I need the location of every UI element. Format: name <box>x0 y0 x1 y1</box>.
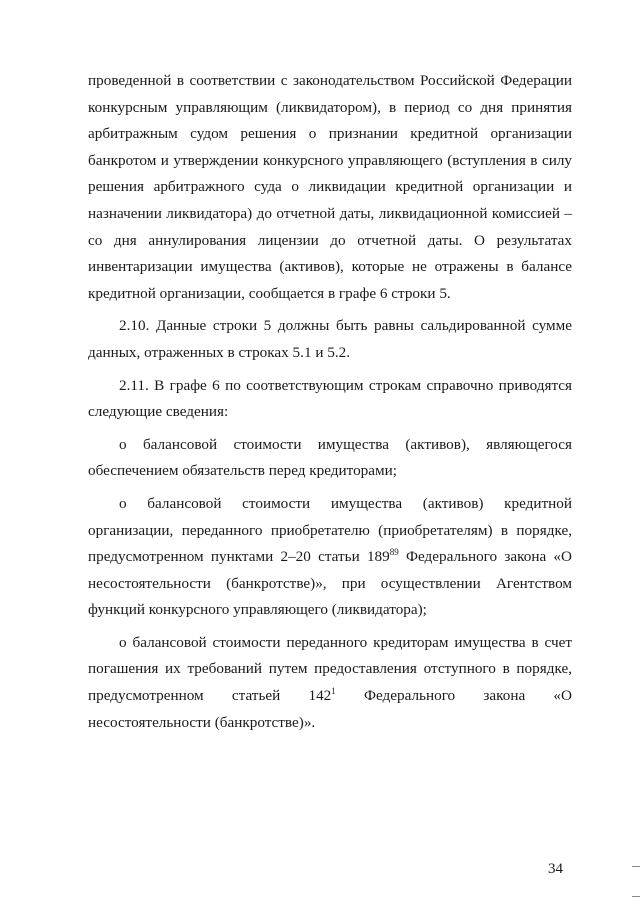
paragraph-text: о балансовой стоимости переданного кредиторам имущества в счет погашения их требований путем предоставления отступного в порядке, предусмотренном статьей 142 <box>88 633 572 705</box>
paragraph-text: 2.11. В графе 6 по соответствующим строкам справочно приводятся следующие сведения: <box>88 376 572 421</box>
scan-edge-mark <box>632 896 640 897</box>
scan-edge-mark <box>632 866 640 867</box>
paragraph-2-10 <box>88 313 572 366</box>
list-item-compensation-transfer <box>88 630 572 736</box>
footnote-superscript: 89 <box>389 547 399 558</box>
paragraph-text: 2.10. Данные строки 5 должны быть равны сальдированной сумме данных, отраженных в строках 5.1 и 5.2. <box>88 317 572 361</box>
paragraph-text: Федерального закона «О несостоятельности (банкротстве)». <box>88 687 572 731</box>
footnote-superscript: 1 <box>331 686 336 697</box>
list-item-collateral-value <box>88 432 572 485</box>
list-item-transferred-assets <box>88 491 572 624</box>
paragraph-text: Федерального закона «О несостоятельности (банкротстве)», при осуществлении Агентством функций конкурсного управляющего (ликвидатора); <box>88 548 572 619</box>
paragraph-text: проведенной в соответствии с законодательством Российской Федерации конкурсным управляющим (ликвидатором), в период со дня принятия арбитражным судом решения о признании кредитной организации банкротом и утверждении конкурсного управляющего (вступления в силу решения арбитражного суда о ликвидации кредитной организации и назначении ликвидатора) до отчетной даты, ликвидационной комиссией – со дня аннулирования лицензии до отчетной даты. О результатах инвентаризации имущества (активов), которые не отражены в балансе кредитной организации, сообщается в графе 6 строки 5. <box>88 72 572 302</box>
page-number: 34 <box>548 861 563 877</box>
paragraph-inventory-continuation <box>88 68 572 307</box>
paragraph-text: о балансовой стоимости имущества (активов) кредитной организации, переданного приобретателю (приобретателям) в порядке, предусмотренном пунктами 2–20 статьи 189 <box>88 494 572 566</box>
paragraph-text: о балансовой стоимости имущества (активов), являющегося обеспечением обязательств перед кредиторами; <box>88 435 572 480</box>
document-page <box>88 68 572 736</box>
paragraph-2-11 <box>88 373 572 426</box>
